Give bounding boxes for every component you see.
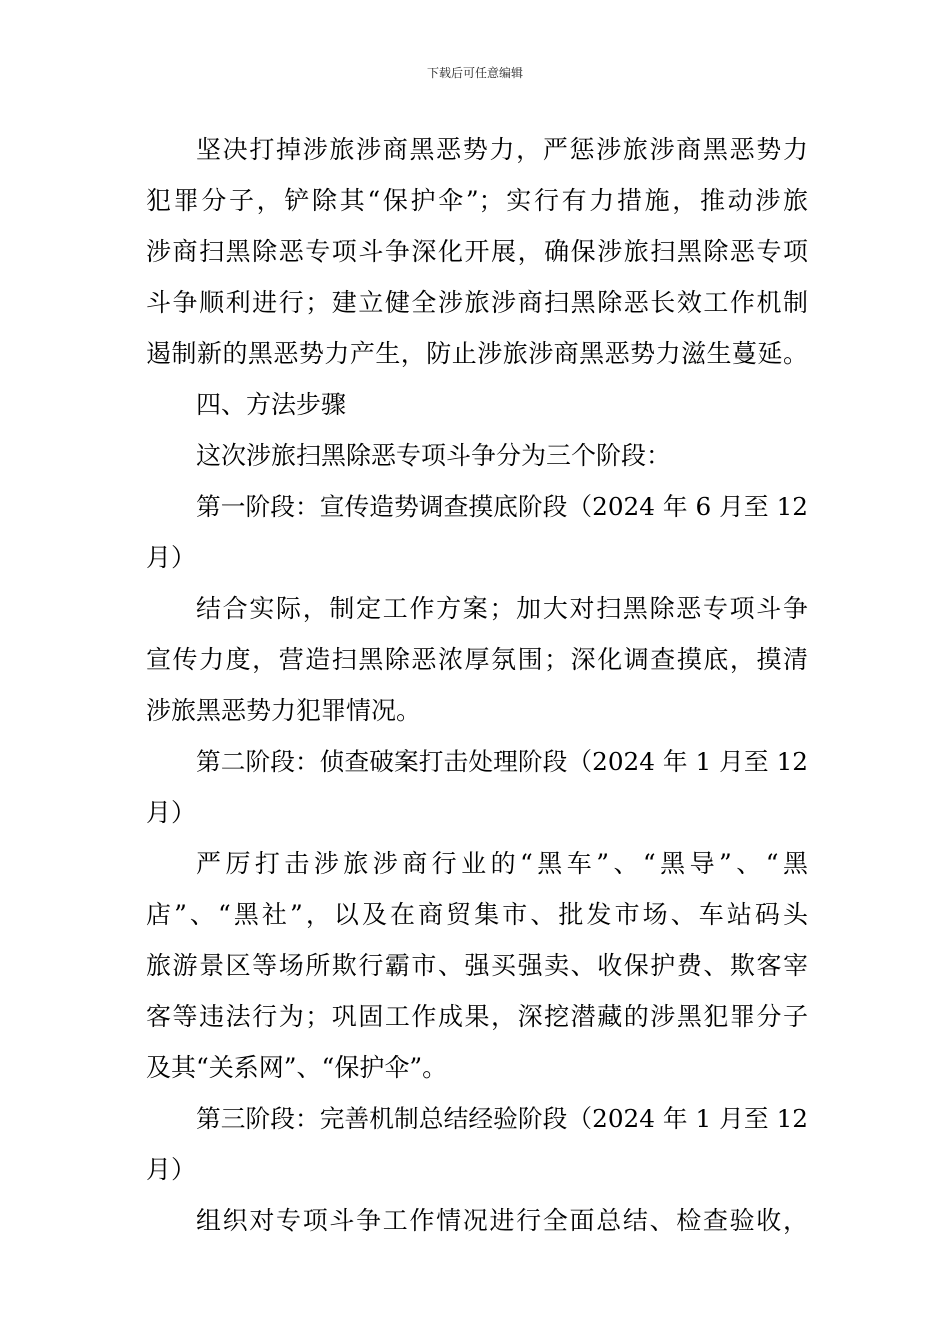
text-line: 结合实际，制定工作方案；加大对扫黑除恶专项斗争 [196,594,808,623]
text-line: 这次涉旅扫黑除恶专项斗争分为三个阶段： [196,441,672,470]
text-line: 旅游景区等场所欺行霸市、强买强卖、收保护费、欺客宰 [146,951,808,980]
text-line: 涉商扫黑除恶专项斗争深化开展，确保涉旅扫黑除恶专项 [146,237,808,266]
text-line: 客等违法行为；巩固工作成果，深挖潜藏的涉黑犯罪分子 [146,1002,808,1031]
text-line: 月） [146,543,197,572]
page-header: 下载后可任意编辑 [426,66,523,80]
text-line: 宣传力度，营造扫黑除恶浓厚氛围；深化调查摸底，摸清 [146,645,808,674]
text-line: 店”、“黑社”，以及在商贸集市、批发市场、车站码头 [146,900,808,929]
text-line: 月） [146,1155,197,1184]
text-line: 组织对专项斗争工作情况进行全面总结、检查验收， [196,1206,808,1235]
text-line: 及其“关系网”、“保护伞”。 [146,1053,448,1082]
text-line: 遏制新的黑恶势力产生，防止涉旅涉商黑恶势力滋生蔓延。 [146,339,808,368]
text-line: 第二阶段：侦查破案打击处理阶段（2024 年 1 月至 12 [196,747,808,776]
text-line: 第一阶段：宣传造势调查摸底阶段（2024 年 6 月至 12 [196,492,808,521]
text-line: 四、方法步骤 [196,390,347,419]
text-line: 涉旅黑恶势力犯罪情况。 [146,696,422,725]
text-line: 月） [146,798,197,827]
document-body [146,124,808,1246]
text-line: 斗争顺利进行；建立健全涉旅涉商扫黑除恶长效工作机制 [146,288,808,317]
text-line: 第三阶段：完善机制总结经验阶段（2024 年 1 月至 12 [196,1104,808,1133]
text-line: 坚决打掉涉旅涉商黑恶势力，严惩涉旅涉商黑恶势力 [196,135,808,164]
text-line: 严厉打击涉旅涉商行业的“黑车”、“黑导”、“黑 [196,849,808,878]
text-line: 犯罪分子，铲除其“保护伞”；实行有力措施，推动涉旅 [146,186,808,215]
